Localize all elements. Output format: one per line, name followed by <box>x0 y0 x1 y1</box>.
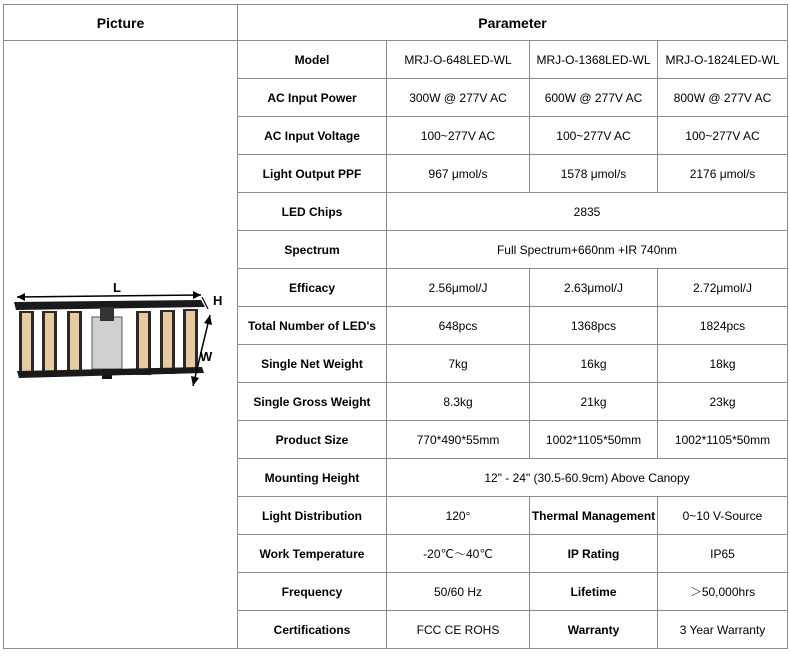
warranty-label: Warranty <box>530 611 658 649</box>
ppf-value-2: 1578 μmol/s <box>530 155 658 193</box>
frequency-label: Frequency <box>238 573 387 611</box>
certifications-label: Certifications <box>238 611 387 649</box>
temperature-value: -20℃～40℃ <box>387 535 530 573</box>
ac-voltage-value-3: 100~277V AC <box>658 117 788 155</box>
thermal-label: Thermal Management <box>530 497 658 535</box>
ip-rating-label: IP Rating <box>530 535 658 573</box>
leds-label: Total Number of LED's <box>238 307 387 345</box>
ppf-value-1: 967 μmol/s <box>387 155 530 193</box>
ac-voltage-value-2: 100~277V AC <box>530 117 658 155</box>
gross-weight-label: Single Gross Weight <box>238 383 387 421</box>
lifetime-value: ＞50,000hrs <box>658 573 788 611</box>
ac-voltage-label: AC Input Voltage <box>238 117 387 155</box>
leds-value-3: 1824pcs <box>658 307 788 345</box>
model-value-3: MRJ-O-1824LED-WL <box>658 41 788 79</box>
spectrum-value: Full Spectrum+660nm +IR 740nm <box>387 231 788 269</box>
efficacy-label: Efficacy <box>238 269 387 307</box>
size-value-3: 1002*1105*50mm <box>658 421 788 459</box>
thermal-value: 0~10 V-Source <box>658 497 788 535</box>
ppf-label: Light Output PPF <box>238 155 387 193</box>
efficacy-value-3: 2.72μmol/J <box>658 269 788 307</box>
efficacy-value-2: 2.63μmol/J <box>530 269 658 307</box>
dim-h-label: H <box>212 293 222 308</box>
net-weight-value-3: 18kg <box>658 345 788 383</box>
driver-box <box>92 317 122 369</box>
distribution-label: Light Distribution <box>238 497 387 535</box>
mounting-value: 12" - 24" (30.5-60.9cm) Above Canopy <box>387 459 788 497</box>
grow-light-image <box>5 283 237 403</box>
frequency-value: 50/60 Hz <box>387 573 530 611</box>
lifetime-label: Lifetime <box>530 573 658 611</box>
model-value-1: MRJ-O-648LED-WL <box>387 41 530 79</box>
ac-power-value-2: 600W @ 277V AC <box>530 79 658 117</box>
ac-power-label: AC Input Power <box>238 79 387 117</box>
spectrum-label: Spectrum <box>238 231 387 269</box>
ac-power-value-3: 800W @ 277V AC <box>658 79 788 117</box>
net-weight-label: Single Net Weight <box>238 345 387 383</box>
gross-weight-value-2: 21kg <box>530 383 658 421</box>
leds-value-2: 1368pcs <box>530 307 658 345</box>
distribution-value: 120° <box>387 497 530 535</box>
model-label: Model <box>238 41 387 79</box>
dim-w-label: W <box>199 349 212 364</box>
net-weight-value-1: 7kg <box>387 345 530 383</box>
warranty-value: 3 Year Warranty <box>658 611 788 649</box>
temperature-label: Work Temperature <box>238 535 387 573</box>
gross-weight-value-1: 8.3kg <box>387 383 530 421</box>
size-value-2: 1002*1105*50mm <box>530 421 658 459</box>
led-chips-label: LED Chips <box>238 193 387 231</box>
ip-rating-value: IP65 <box>658 535 788 573</box>
dim-l-line <box>17 295 201 297</box>
dim-l-label: L <box>112 283 121 295</box>
net-weight-value-2: 16kg <box>530 345 658 383</box>
header-row <box>4 5 788 41</box>
certifications-value: FCC CE ROHS <box>387 611 530 649</box>
ac-voltage-value-1: 100~277V AC <box>387 117 530 155</box>
ppf-value-3: 2176 μmol/s <box>658 155 788 193</box>
ac-power-value-1: 300W @ 277V AC <box>387 79 530 117</box>
mounting-label: Mounting Height <box>238 459 387 497</box>
product-picture-cell <box>4 41 238 649</box>
model-value-2: MRJ-O-1368LED-WL <box>530 41 658 79</box>
picture-header: Picture <box>4 5 238 41</box>
size-label: Product Size <box>238 421 387 459</box>
spec-table <box>3 4 788 649</box>
leds-value-1: 648pcs <box>387 307 530 345</box>
size-value-1: 770*490*55mm <box>387 421 530 459</box>
gross-weight-value-3: 23kg <box>658 383 788 421</box>
efficacy-value-1: 2.56μmol/J <box>387 269 530 307</box>
led-chips-value: 2835 <box>387 193 788 231</box>
table-row <box>4 41 788 79</box>
parameter-header: Parameter <box>238 5 788 41</box>
